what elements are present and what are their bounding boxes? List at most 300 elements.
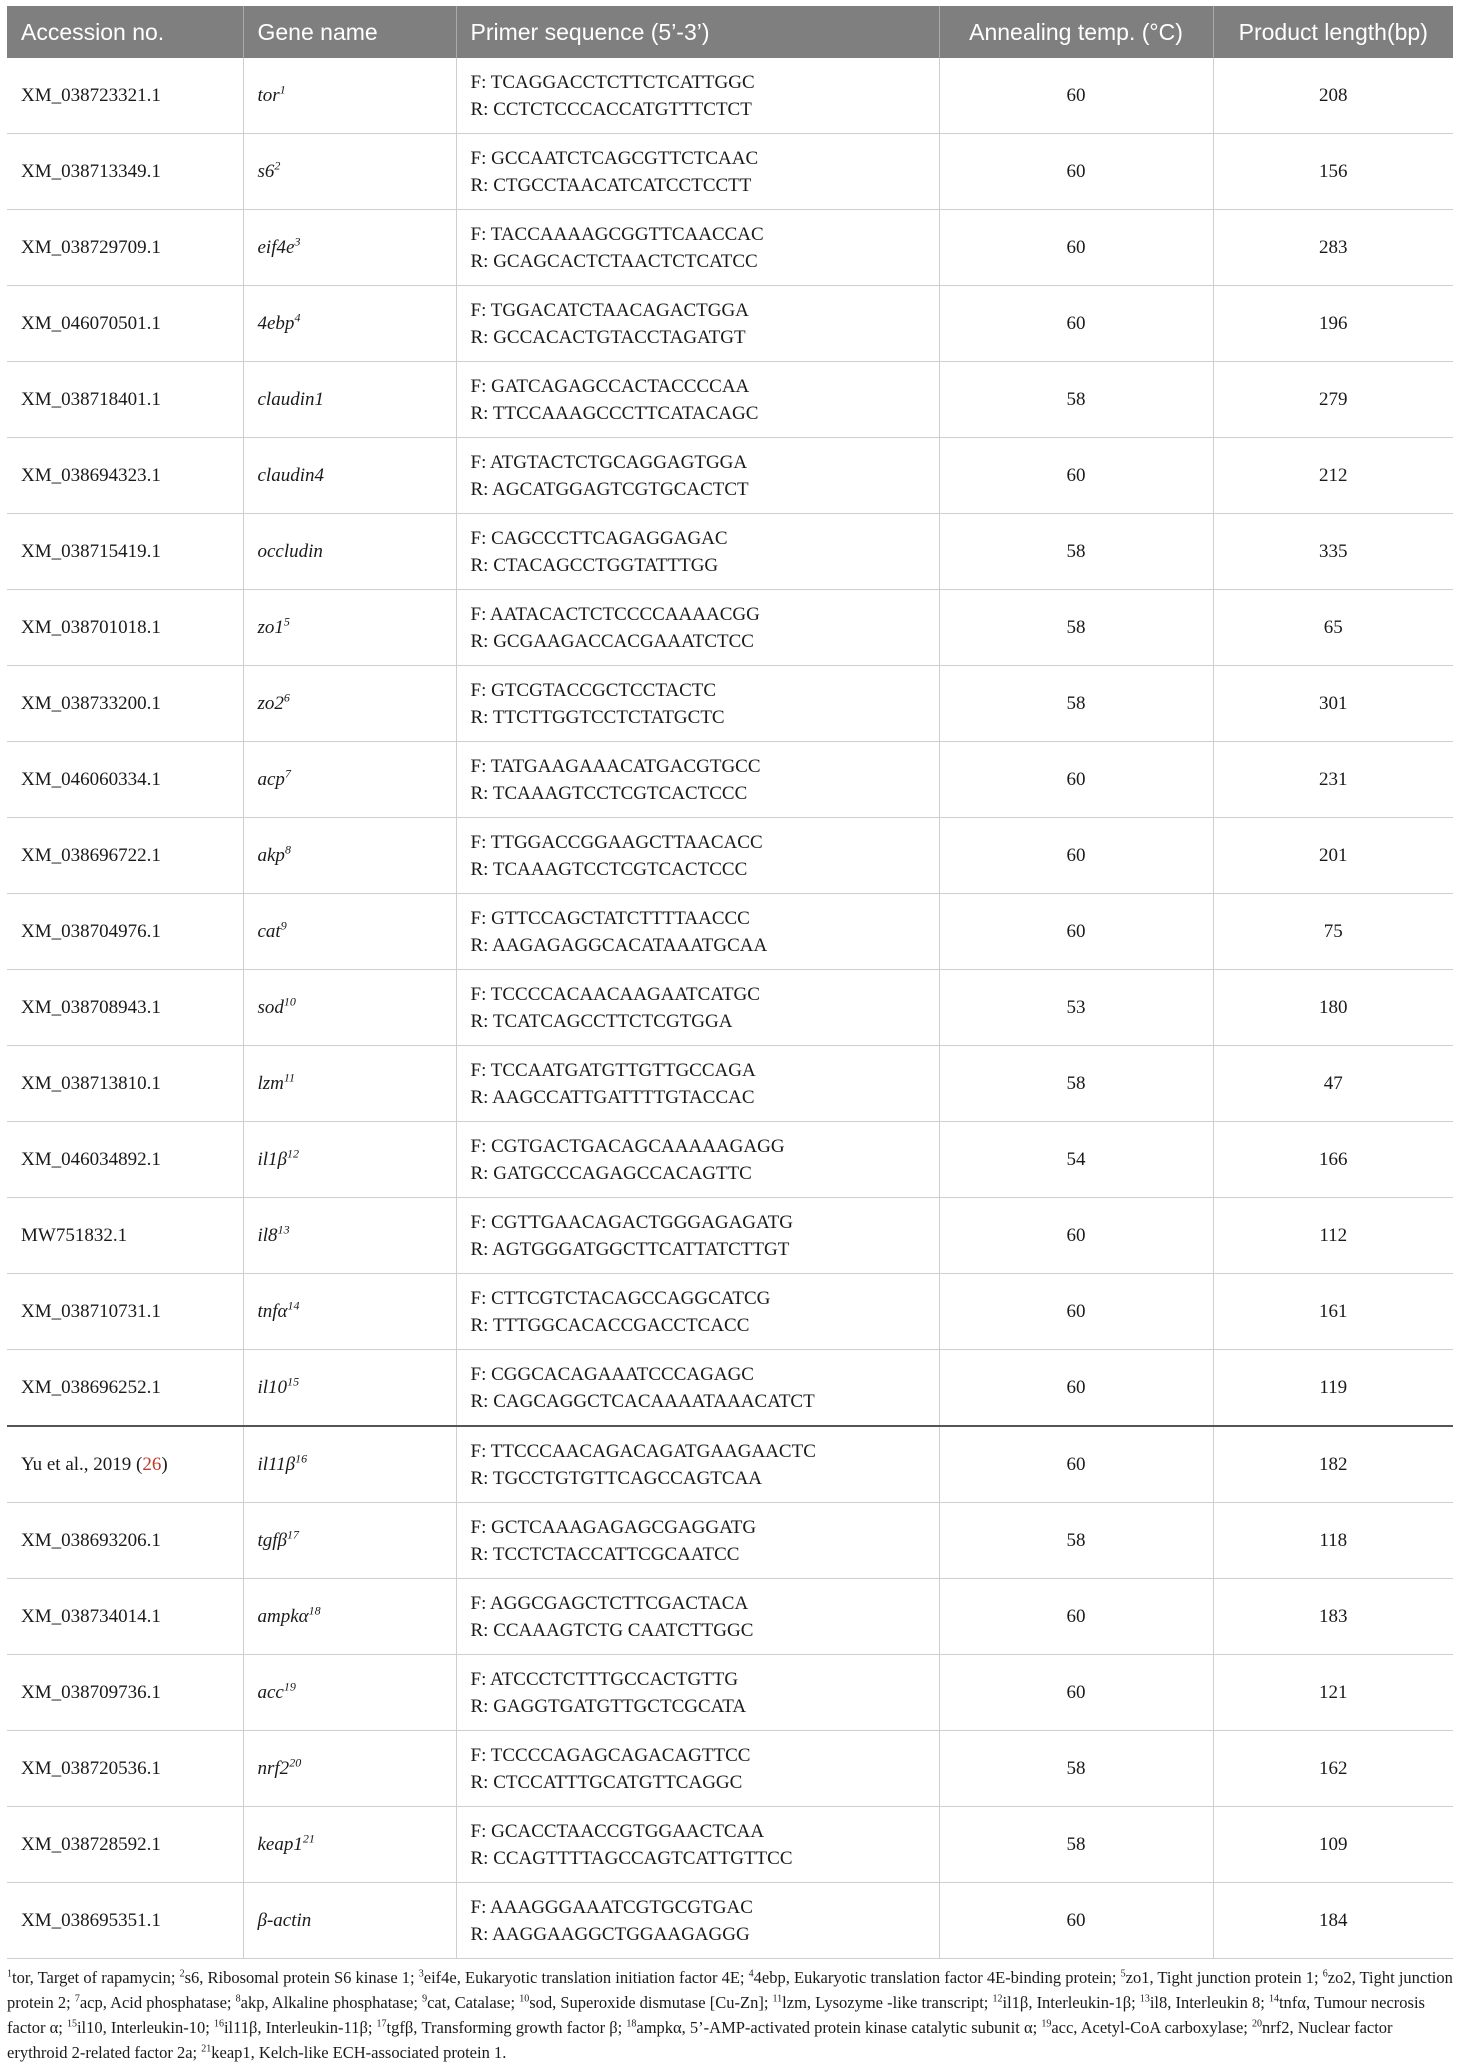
accession-text: XM_038693206.1: [21, 1530, 161, 1551]
cell-annealing-temp: 60: [939, 1883, 1213, 1959]
table-row: [7, 134, 1453, 210]
footnote-mark: 14: [1268, 1993, 1279, 2005]
gene-name: lzm: [257, 1073, 284, 1094]
table-row: [7, 362, 1453, 438]
footnote-text: 4ebp, Eukaryotic translation factor 4E-binding protein;: [753, 1968, 1121, 1987]
cell-accession: [7, 1807, 243, 1883]
cell-accession: [7, 1503, 243, 1579]
gene-footnote-mark: 20: [289, 1755, 302, 1770]
gene-name: zo1: [257, 617, 284, 638]
footnote-mark: 15: [66, 2018, 77, 2030]
cell-annealing-temp: 60: [939, 1426, 1213, 1503]
gene-footnote-mark: 6: [283, 690, 290, 705]
forward-primer: F: AAAGGGAAATCGTGCGTGAC: [470, 1896, 753, 1918]
cell-primer-sequence: [456, 286, 939, 362]
footnote-mark: 2: [179, 1968, 185, 1980]
footnote-text: acp, Acid phosphatase;: [79, 1993, 236, 2012]
cell-gene-name: [243, 1883, 456, 1959]
footnote-text: ampkα, 5’-AMP-activated protein kinase catalytic subunit α;: [636, 2018, 1042, 2037]
gene-name: eif4e: [257, 237, 295, 258]
cell-gene-name: [243, 362, 456, 438]
gene-footnote-mark: 17: [287, 1527, 300, 1542]
reverse-primer: R: TCCTCTACCATTCGCAATCC: [470, 1543, 740, 1565]
cell-primer-sequence: [456, 590, 939, 666]
cell-accession: [7, 818, 243, 894]
cell-primer-sequence: [456, 1122, 939, 1198]
accession-text: XM_038718401.1: [21, 389, 161, 410]
cell-annealing-temp: 60: [939, 134, 1213, 210]
forward-primer: F: CTTCGTCTACAGCCAGGCATCG: [470, 1287, 771, 1309]
gene-footnote-mark: 13: [277, 1222, 290, 1237]
gene-name: s6: [257, 161, 275, 182]
cell-accession: [7, 1579, 243, 1655]
accession-text: MW751832.1: [21, 1225, 128, 1246]
cell-primer-sequence: [456, 666, 939, 742]
accession-text: XM_038713810.1: [21, 1073, 161, 1094]
accession-text: XM_038708943.1: [21, 997, 161, 1018]
cell-annealing-temp: 58: [939, 1731, 1213, 1807]
reverse-primer: R: TTCCAAAGCCCTTCATACAGC: [470, 402, 759, 424]
cell-accession: [7, 742, 243, 818]
cell-gene-name: [243, 1122, 456, 1198]
forward-primer: F: AGGCGAGCTCTTCGACTACA: [470, 1592, 749, 1614]
table-row: [7, 286, 1453, 362]
reverse-primer: R: GCCACACTGTACCTAGATGT: [470, 326, 746, 348]
cell-gene-name: [243, 210, 456, 286]
forward-primer: F: CAGCCCTTCAGAGGAGAC: [470, 527, 728, 549]
gene-name: akp: [257, 845, 285, 866]
reverse-primer: R: AGTGGGATGGCTTCATTATCTTGT: [470, 1238, 790, 1260]
table-row: [7, 438, 1453, 514]
footnote-mark: 4: [748, 1968, 754, 1980]
reverse-primer: R: CTACAGCCTGGTATTTGG: [470, 554, 719, 576]
cell-primer-sequence: [456, 1350, 939, 1427]
cell-product-length: 75: [1213, 894, 1453, 970]
accession-text-end: ): [161, 1454, 168, 1475]
accession-text: Yu et al., 2019 (: [21, 1454, 143, 1475]
gene-footnote-mark: 14: [287, 1298, 300, 1313]
table-row: [7, 1198, 1453, 1274]
gene-footnote-mark: 15: [287, 1374, 300, 1389]
cell-annealing-temp: 58: [939, 1046, 1213, 1122]
gene-footnote-mark: 18: [308, 1603, 321, 1618]
cell-product-length: 184: [1213, 1883, 1453, 1959]
cell-product-length: 196: [1213, 286, 1453, 362]
forward-primer: F: ATGTACTCTGCAGGAGTGGA: [470, 451, 748, 473]
table-header-row: [7, 6, 1453, 58]
footnote-mark: 11: [772, 1993, 783, 2005]
accession-text: XM_038720536.1: [21, 1758, 161, 1779]
gene-name: ampkα: [257, 1606, 309, 1627]
footnote-mark: 7: [74, 1993, 80, 2005]
reverse-primer: R: TCAAAGTCCTCGTCACTCCC: [470, 858, 748, 880]
cell-product-length: 231: [1213, 742, 1453, 818]
gene-footnote-mark: 9: [280, 918, 287, 933]
cell-primer-sequence: [456, 210, 939, 286]
table-row: [7, 1426, 1453, 1503]
footnote-text: tgfβ, Transforming growth factor β;: [386, 2018, 627, 2037]
table-row: [7, 1655, 1453, 1731]
reverse-primer: R: CCAAAGTCTG CAATCTTGGC: [470, 1619, 754, 1641]
gene-name: sod: [257, 997, 284, 1018]
forward-primer: F: TCCAATGATGTTGTTGCCAGA: [470, 1059, 756, 1081]
gene-name: il1β: [257, 1149, 288, 1170]
forward-primer: F: GCTCAAAGAGAGCGAGGATG: [470, 1516, 757, 1538]
gene-name: β-actin: [257, 1910, 312, 1931]
gene-footnote-mark: 11: [283, 1070, 296, 1085]
forward-primer: F: CGGCACAGAAATCCCAGAGC: [470, 1363, 754, 1385]
gene-footnote-mark: 8: [284, 842, 291, 857]
cell-accession: [7, 1655, 243, 1731]
table-row: [7, 1350, 1453, 1427]
cell-accession: [7, 970, 243, 1046]
gene-name: claudin1: [257, 389, 324, 410]
reverse-primer: R: CTCCATTTGCATGTTCAGGC: [470, 1771, 743, 1793]
footnote-text: tnfα, Tumour necrosis factor α;: [7, 1993, 1425, 2037]
reverse-primer: R: TTCTTGGTCCTCTATGCTC: [470, 706, 725, 728]
cell-primer-sequence: [456, 58, 939, 134]
cell-accession: [7, 286, 243, 362]
cell-gene-name: [243, 514, 456, 590]
cell-gene-name: [243, 1046, 456, 1122]
footnote-mark: 1: [7, 1968, 12, 1980]
footnote-mark: 10: [519, 1993, 530, 2005]
reference-link[interactable]: 26: [142, 1454, 162, 1475]
cell-primer-sequence: [456, 1503, 939, 1579]
gene-name: occludin: [257, 541, 323, 562]
cell-primer-sequence: [456, 1046, 939, 1122]
cell-annealing-temp: 58: [939, 666, 1213, 742]
cell-accession: [7, 590, 243, 666]
accession-text: XM_038701018.1: [21, 617, 161, 638]
table-row: [7, 1883, 1453, 1959]
cell-product-length: 119: [1213, 1350, 1453, 1427]
gene-name: acc: [257, 1682, 284, 1703]
footnote-text: il8, Interleukin 8;: [1149, 1993, 1269, 2012]
cell-annealing-temp: 60: [939, 742, 1213, 818]
cell-annealing-temp: 60: [939, 58, 1213, 134]
footnote-text: cat, Catalase;: [427, 1993, 520, 2012]
cell-annealing-temp: 58: [939, 514, 1213, 590]
cell-primer-sequence: [456, 818, 939, 894]
cell-annealing-temp: 58: [939, 1503, 1213, 1579]
cell-accession: [7, 362, 243, 438]
forward-primer: F: TACCAAAAGCGGTTCAACCAC: [470, 223, 764, 245]
cell-accession: [7, 1883, 243, 1959]
forward-primer: F: TTGGACCGGAAGCTTAACACC: [470, 831, 763, 853]
gene-name: tnfα: [257, 1301, 288, 1322]
footnote-text: nrf2, Nuclear factor erythroid 2-related factor 2a;: [7, 2018, 1393, 2062]
cell-gene-name: [243, 1350, 456, 1427]
gene-name: 4ebp: [257, 313, 295, 334]
cell-annealing-temp: 60: [939, 1655, 1213, 1731]
accession-text: XM_038715419.1: [21, 541, 161, 562]
reverse-primer: R: CCAGTTTTAGCCAGTCATTGTTCC: [470, 1847, 793, 1869]
cell-product-length: 301: [1213, 666, 1453, 742]
accession-text: XM_046060334.1: [21, 769, 161, 790]
header-product-length: Product length(bp): [1213, 6, 1453, 58]
cell-primer-sequence: [456, 1198, 939, 1274]
forward-primer: F: TCCCCACAACAAGAATCATGC: [470, 983, 760, 1005]
primer-table: [7, 6, 1453, 1959]
cell-product-length: 166: [1213, 1122, 1453, 1198]
header-primer-sequence: Primer sequence (5’-3’): [456, 6, 939, 58]
cell-annealing-temp: 60: [939, 894, 1213, 970]
cell-gene-name: [243, 134, 456, 210]
cell-primer-sequence: [456, 362, 939, 438]
reverse-primer: R: TCAAAGTCCTCGTCACTCCC: [470, 782, 748, 804]
cell-primer-sequence: [456, 1731, 939, 1807]
cell-gene-name: [243, 1807, 456, 1883]
cell-product-length: 118: [1213, 1503, 1453, 1579]
cell-gene-name: [243, 818, 456, 894]
footnote-mark: 21: [201, 2043, 212, 2055]
cell-gene-name: [243, 742, 456, 818]
gene-footnote-mark: 12: [287, 1146, 300, 1161]
cell-gene-name: [243, 438, 456, 514]
table-row: [7, 1274, 1453, 1350]
cell-annealing-temp: 58: [939, 1807, 1213, 1883]
reverse-primer: R: GATGCCCAGAGCCACAGTTC: [470, 1162, 752, 1184]
footnote-text: acc, Acetyl-CoA carboxylase;: [1051, 2018, 1252, 2037]
reverse-primer: R: AGCATGGAGTCGTGCACTCT: [470, 478, 749, 500]
table-row: [7, 970, 1453, 1046]
cell-accession: [7, 1731, 243, 1807]
cell-annealing-temp: 60: [939, 818, 1213, 894]
footnote-mark: 9: [422, 1993, 428, 2005]
footnote-text: zo2, Tight junction protein 2;: [7, 1968, 1453, 2012]
forward-primer: F: TCCCCAGAGCAGACAGTTCC: [470, 1744, 751, 1766]
cell-product-length: 183: [1213, 1579, 1453, 1655]
table-row: [7, 58, 1453, 134]
accession-text: XM_038733200.1: [21, 693, 161, 714]
gene-name: claudin4: [257, 465, 324, 486]
footnote-mark: 8: [235, 1993, 241, 2005]
cell-annealing-temp: 53: [939, 970, 1213, 1046]
footnote-text: zo1, Tight junction protein 1;: [1125, 1968, 1323, 1987]
table-body: [7, 58, 1453, 1959]
accession-text: XM_046034892.1: [21, 1149, 161, 1170]
cell-gene-name: [243, 1579, 456, 1655]
header-gene-name: Gene name: [243, 6, 456, 58]
table-row: [7, 210, 1453, 286]
gene-name: il11β: [257, 1454, 296, 1475]
accession-text: XM_038729709.1: [21, 237, 161, 258]
footnote-mark: 13: [1139, 1993, 1150, 2005]
cell-accession: [7, 1122, 243, 1198]
cell-gene-name: [243, 1426, 456, 1503]
forward-primer: F: TCAGGACCTCTTCTCATTGGC: [470, 71, 755, 93]
cell-product-length: 201: [1213, 818, 1453, 894]
gene-footnote-mark: 7: [284, 766, 291, 781]
table-row: [7, 818, 1453, 894]
gene-footnote-mark: 4: [294, 310, 301, 325]
reverse-primer: R: GAGGTGATGTTGCTCGCATA: [470, 1695, 747, 1717]
table-row: [7, 1579, 1453, 1655]
table-row: [7, 1046, 1453, 1122]
forward-primer: F: GCACCTAACCGTGGAACTCAA: [470, 1820, 765, 1842]
gene-name: cat: [257, 921, 281, 942]
cell-gene-name: [243, 1198, 456, 1274]
reverse-primer: R: GCGAAGACCACGAAATCTCC: [470, 630, 754, 652]
cell-primer-sequence: [456, 1274, 939, 1350]
footnote-mark: 19: [1041, 2018, 1052, 2030]
cell-product-length: 279: [1213, 362, 1453, 438]
cell-primer-sequence: [456, 438, 939, 514]
cell-accession: [7, 438, 243, 514]
cell-primer-sequence: [456, 1426, 939, 1503]
cell-primer-sequence: [456, 1655, 939, 1731]
reverse-primer: R: GCAGCACTCTAACTCTCATCC: [470, 250, 758, 272]
cell-product-length: 335: [1213, 514, 1453, 590]
cell-accession: [7, 894, 243, 970]
cell-accession: [7, 1350, 243, 1427]
reverse-primer: R: TCATCAGCCTTCTCGTGGA: [470, 1010, 733, 1032]
footnote-text: il11β, Interleukin-11β;: [223, 2018, 377, 2037]
footnote-text: s6, Ribosomal protein S6 kinase 1;: [184, 1968, 419, 1987]
gene-footnote-mark: 19: [283, 1679, 296, 1694]
cell-annealing-temp: 60: [939, 210, 1213, 286]
table-row: [7, 742, 1453, 818]
forward-primer: F: TTCCCAACAGACAGATGAAGAACTC: [470, 1440, 816, 1462]
footnote-mark: 20: [1252, 2018, 1262, 2030]
cell-product-length: 283: [1213, 210, 1453, 286]
forward-primer: F: AATACACTCTCCCCAAAACGG: [470, 603, 760, 625]
cell-annealing-temp: 58: [939, 590, 1213, 666]
cell-product-length: 161: [1213, 1274, 1453, 1350]
gene-name: zo2: [257, 693, 284, 714]
gene-name: acp: [257, 769, 285, 790]
forward-primer: F: CGTGACTGACAGCAAAAAGAGG: [470, 1135, 785, 1157]
table-row: [7, 514, 1453, 590]
cell-annealing-temp: 60: [939, 1579, 1213, 1655]
gene-footnote-mark: 10: [283, 994, 296, 1009]
gene-footnote-mark: 3: [294, 234, 301, 249]
cell-gene-name: [243, 1503, 456, 1579]
table-row: [7, 1122, 1453, 1198]
table-row: [7, 590, 1453, 666]
table-row: [7, 1503, 1453, 1579]
cell-gene-name: [243, 58, 456, 134]
footnote-mark: 5: [1120, 1968, 1126, 1980]
cell-gene-name: [243, 970, 456, 1046]
cell-product-length: 212: [1213, 438, 1453, 514]
reverse-primer: R: TTTGGCACACCGACCTCACC: [470, 1314, 750, 1336]
footnote-text: eif4e, Eukaryotic translation initiation factor 4E;: [423, 1968, 749, 1987]
cell-product-length: 182: [1213, 1426, 1453, 1503]
cell-accession: [7, 58, 243, 134]
footnote-mark: 12: [992, 1993, 1003, 2005]
table-row: [7, 666, 1453, 742]
cell-product-length: 112: [1213, 1198, 1453, 1274]
footnote-text: tor, Target of rapamycin;: [12, 1968, 180, 1987]
cell-accession: [7, 514, 243, 590]
gene-name: il8: [257, 1225, 278, 1246]
footnote-text: il1β, Interleukin-1β;: [1002, 1993, 1140, 2012]
cell-product-length: 65: [1213, 590, 1453, 666]
cell-primer-sequence: [456, 1883, 939, 1959]
accession-text: XM_038728592.1: [21, 1834, 161, 1855]
footnote-text: sod, Superoxide dismutase [Cu-Zn];: [529, 1993, 773, 2012]
footnote-mark: 18: [626, 2018, 637, 2030]
footnote-mark: 3: [418, 1968, 424, 1980]
cell-primer-sequence: [456, 1807, 939, 1883]
cell-annealing-temp: 58: [939, 362, 1213, 438]
cell-product-length: 109: [1213, 1807, 1453, 1883]
cell-annealing-temp: 60: [939, 1198, 1213, 1274]
reverse-primer: R: AAGAGAGGCACATAAATGCAA: [470, 934, 768, 956]
accession-text: XM_038695351.1: [21, 1910, 161, 1931]
accession-text: XM_038734014.1: [21, 1606, 161, 1627]
gene-footnote-mark: 5: [283, 614, 290, 629]
cell-annealing-temp: 60: [939, 438, 1213, 514]
cell-primer-sequence: [456, 742, 939, 818]
accession-text: XM_038713349.1: [21, 161, 161, 182]
accession-text: XM_038694323.1: [21, 465, 161, 486]
gene-name: nrf2: [257, 1758, 290, 1779]
forward-primer: F: ATCCCTCTTTGCCACTGTTG: [470, 1668, 739, 1690]
forward-primer: F: GTCGTACCGCTCCTACTC: [470, 679, 717, 701]
cell-gene-name: [243, 590, 456, 666]
cell-gene-name: [243, 894, 456, 970]
reverse-primer: R: AAGGAAGGCTGGAAGAGGG: [470, 1923, 750, 1945]
accession-text: XM_038704976.1: [21, 921, 161, 942]
reverse-primer: R: TGCCTGTGTTCAGCCAGTCAA: [470, 1467, 763, 1489]
cell-product-length: 180: [1213, 970, 1453, 1046]
cell-annealing-temp: 60: [939, 1274, 1213, 1350]
footnote-mark: 6: [1322, 1968, 1328, 1980]
table-row: [7, 894, 1453, 970]
cell-accession: [7, 1426, 243, 1503]
cell-product-length: 121: [1213, 1655, 1453, 1731]
gene-footnote-mark: 2: [274, 158, 281, 173]
footnote-mark: 16: [213, 2018, 224, 2030]
footnote-mark: 17: [376, 2018, 387, 2030]
cell-accession: [7, 210, 243, 286]
cell-gene-name: [243, 1655, 456, 1731]
cell-gene-name: [243, 1731, 456, 1807]
cell-accession: [7, 134, 243, 210]
header-annealing-temp: Annealing temp. (°C): [939, 6, 1213, 58]
forward-primer: F: GCCAATCTCAGCGTTCTCAAC: [470, 147, 759, 169]
gene-name: keap1: [257, 1834, 303, 1855]
forward-primer: F: GTTCCAGCTATCTTTTAACCC: [470, 907, 750, 929]
accession-text: XM_038696722.1: [21, 845, 161, 866]
cell-accession: [7, 1274, 243, 1350]
cell-primer-sequence: [456, 514, 939, 590]
cell-primer-sequence: [456, 894, 939, 970]
table-footnote: [7, 1965, 1453, 2065]
cell-product-length: 156: [1213, 134, 1453, 210]
forward-primer: F: TGGACATCTAACAGACTGGA: [470, 299, 749, 321]
cell-gene-name: [243, 1274, 456, 1350]
header-accession: Accession no.: [7, 6, 243, 58]
footnote-text: keap1, Kelch-like ECH-associated protein 1.: [211, 2043, 507, 2062]
accession-text: XM_038723321.1: [21, 85, 161, 106]
table-row: [7, 1807, 1453, 1883]
cell-accession: [7, 666, 243, 742]
footnote-text: lzm, Lysozyme -like transcript;: [782, 1993, 993, 2012]
accession-text: XM_038696252.1: [21, 1377, 161, 1398]
gene-name: il10: [257, 1377, 288, 1398]
accession-text: XM_038709736.1: [21, 1682, 161, 1703]
forward-primer: F: TATGAAGAAACATGACGTGCC: [470, 755, 761, 777]
cell-gene-name: [243, 286, 456, 362]
gene-footnote-mark: 1: [279, 82, 286, 97]
cell-primer-sequence: [456, 134, 939, 210]
cell-product-length: 208: [1213, 58, 1453, 134]
accession-text: XM_038710731.1: [21, 1301, 161, 1322]
